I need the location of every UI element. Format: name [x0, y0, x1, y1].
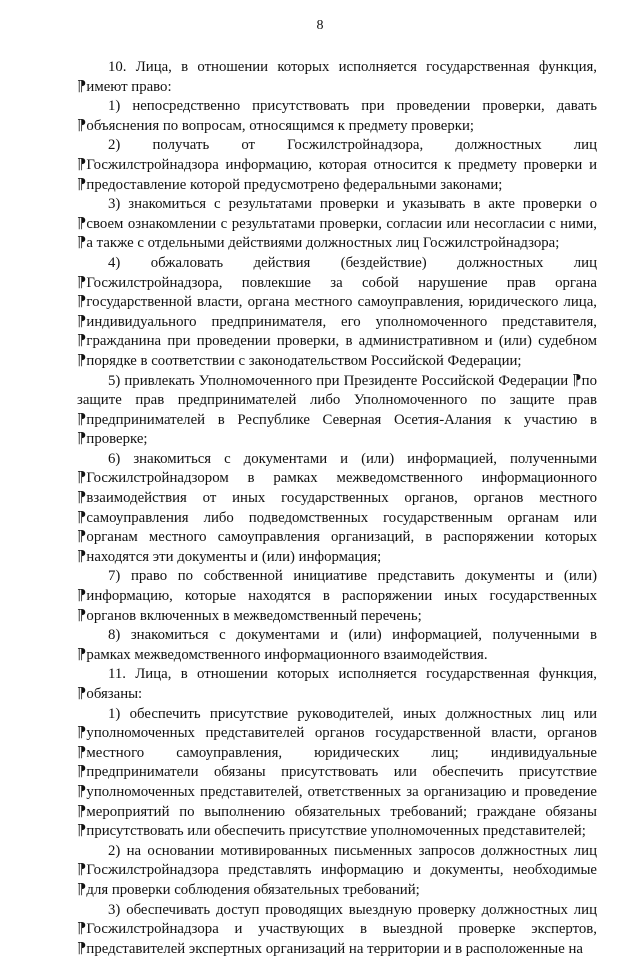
- paragraph: 4) обжаловать действия (бездействие) должностных лиц ⁋Госжилстройнадзора, повлекшие за собой нарушение прав органа ⁋государственной власти, органа местного самоуправления, юридического лица, ⁋индивидуального предпринимателя, его уполномоченного представителя, ⁋гражданина при проведении проверки, в административном и (или) судебном ⁋порядке в соответствии с законодательством Российской Федерации;: [77, 254, 597, 369]
- paragraph: 10. Лица, в отношении которых исполняется государственная функция, ⁋имеют право:: [77, 59, 597, 95]
- paragraph: 3) обеспечивать доступ проводящих выездную проверку должностных лиц ⁋Госжилстройнадзора и участвующих в выездной проверке экспертов, ⁋представителей экспертных организаций на территории и в расположенные на: [77, 901, 597, 957]
- paragraph: 11. Лица, в отношении которых исполняется государственная функция, ⁋обязаны:: [77, 666, 597, 702]
- paragraph: 1) обеспечить присутствие руководителей, иных должностных лиц или ⁋уполномоченных представителей органов государственной власти, органов ⁋местного самоуправления, юридических лиц; индивидуальные ⁋предприниматели обязаны присутствовать или обеспечить присутствие ⁋уполномоченных представителей, ответственных за организацию и проведение ⁋мероприятий по выполнению обязательных требований; граждане обязаны ⁋присутствовать или обеспечить присутствие уполномоченных представителей;: [77, 705, 597, 840]
- body-text: [77, 58, 597, 959]
- paragraph: 2) на основании мотивированных письменных запросов должностных лиц ⁋Госжилстройнадзора представлять информацию и документы, необходимые ⁋для проверки соблюдения обязательных требований;: [77, 842, 597, 898]
- paragraph: 1) непосредственно присутствовать при проведении проверки, давать ⁋объяснения по вопросам, относящимся к предмету проверки;: [77, 98, 597, 134]
- page-number: 8: [316, 18, 324, 33]
- paragraph: 7) право по собственной инициативе представить документы и (или) ⁋информацию, которые находятся в распоряжении иных государственных ⁋органов включенных в межведомственный перечень;: [77, 568, 597, 624]
- paragraph: 8) знакомиться с документами и (или) информацией, полученными в ⁋рамках межведомственного информационного взаимодействия.: [77, 627, 597, 663]
- paragraph: 6) знакомиться с документами и (или) информацией, полученными ⁋Госжилстройнадзором в рамках межведомственного информационного ⁋взаимодействия от иных государственных органов, органов местного ⁋самоуправления либо подведомственных государственным органам или ⁋органам местного самоуправления организаций, в распоряжении которых ⁋находятся эти документы и (или) информация;: [77, 450, 597, 565]
- paragraph: 5) привлекать Уполномоченного при Президенте Российской Федерации ⁋по защите прав предпринимателей либо Уполномоченного по защите прав ⁋предпринимателей в Республике Северная Осетия-Алания к участию в ⁋проверке;: [77, 372, 597, 448]
- paragraph: 3) знакомиться с результатами проверки и указывать в акте проверки о ⁋своем ознакомлении с результатами проверки, согласии или несогласии с ними, ⁋а также с отдельными действиями должностных лиц Госжилстройнадзора;: [77, 196, 597, 252]
- paragraph: 2) получать от Госжилстройнадзора, должностных лиц ⁋Госжилстройнадзора информацию, которая относится к предмету проверки и ⁋предоставление которой предусмотрено федеральными законами;: [77, 137, 597, 193]
